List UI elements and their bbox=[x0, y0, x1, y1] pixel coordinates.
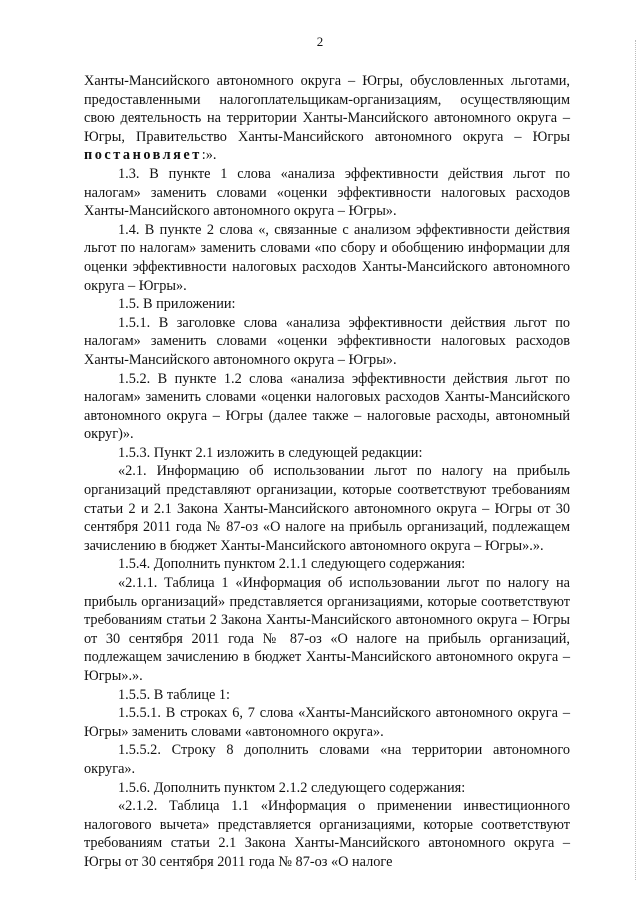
page-number: 2 bbox=[316, 34, 324, 49]
decree-word: постановляет bbox=[84, 147, 202, 164]
document-body bbox=[84, 72, 570, 872]
paragraph: «2.1. Информацию об использовании льгот по налогу на прибыль организаций представляют организации, которые соответствуют требованиям статьи 2 и 2.1 Закона Ханты-Мансийского автономного округа – Югры от 30 сентября 2011 года № 87-оз «О налоге на прибыль организаций, подлежащем зачислению в бюджет Ханты-Мансийского автономного округа – Югры».». bbox=[84, 463, 570, 554]
paragraph: 1.5.3. Пункт 2.1 изложить в следующей редакции: bbox=[118, 444, 423, 461]
paragraph: 1.5.6. Дополнить пунктом 2.1.2 следующего содержания: bbox=[118, 779, 466, 796]
paragraph: 1.5.5.2. Строку 8 дополнить словами «на территории автономного округа». bbox=[84, 742, 570, 777]
paragraph: 1.5. В приложении: bbox=[118, 296, 236, 313]
paragraph: «2.1.1. Таблица 1 «Информация об использовании льгот по налогу на прибыль организаций» представляется организациями, которые соответствуют требованиям статьи 2 Закона Ханты-Мансийского автономного округа – Югры от 30 сентября 2011 года № 87-оз «О налоге на прибыль организаций, подлежащем зачислению в бюджет Ханты-Мансийского автономного округа – Югры».». bbox=[84, 575, 570, 684]
paragraph: 1.5.5. В таблице 1: bbox=[118, 686, 231, 703]
paragraph: 1.5.2. В пункте 1.2 слова «анализа эффективности действия льгот по налогам» заменить словами «оценки налоговых расходов Ханты-Мансийского автономного округа – Югры (далее также – налоговые расходы, автономный округ)». bbox=[84, 370, 570, 443]
paragraph: 1.5.1. В заголовке слова «анализа эффективности действия льгот по налогам» заменить словами «оценки эффективности налоговых расходов Ханты-Мансийского автономного округа – Югры». bbox=[84, 314, 570, 368]
paragraph: 1.5.5.1. В строках 6, 7 слова «Ханты-Мансийского автономного округа – Югры» заменить словами «автономного округа». bbox=[84, 705, 570, 740]
paragraph: «2.1.2. Таблица 1.1 «Информация о применении инвестиционного налогового вычета» представляется организациями, которые соответствуют требованиям статьи 2.1 Закона Ханты-Мансийского автономного округа – Югры от 30 сентября 2011 года № 87-оз «О налоге bbox=[84, 798, 570, 870]
paragraph: Ханты-Мансийского автономного округа – Югры, обусловленных льготами, предоставленными налогоплательщикам-организациям, осуществляющим свою деятельность на территории Ханты-Мансийского автономного округа – Югры, Правительство Ханты-Мансийского автономного округа – Югры постановляет:». bbox=[84, 73, 570, 164]
paragraph: 1.3. В пункте 1 слова «анализа эффективности действия льгот по налогам» заменить словами «оценки эффективности налоговых расходов Ханты-Мансийского автономного округа – Югры». bbox=[84, 165, 570, 220]
paragraph: 1.4. В пункте 2 слова «, связанные с анализом эффективности действия льгот по налогам» заменить словами «по сбору и обобщению информации для оценки эффективности налоговых расходов Ханты-Мансийского автономного округа – Югры». bbox=[84, 221, 570, 294]
paragraph: 1.5.4. Дополнить пунктом 2.1.1 следующего содержания: bbox=[118, 556, 466, 573]
scan-edge-mark bbox=[633, 40, 636, 880]
